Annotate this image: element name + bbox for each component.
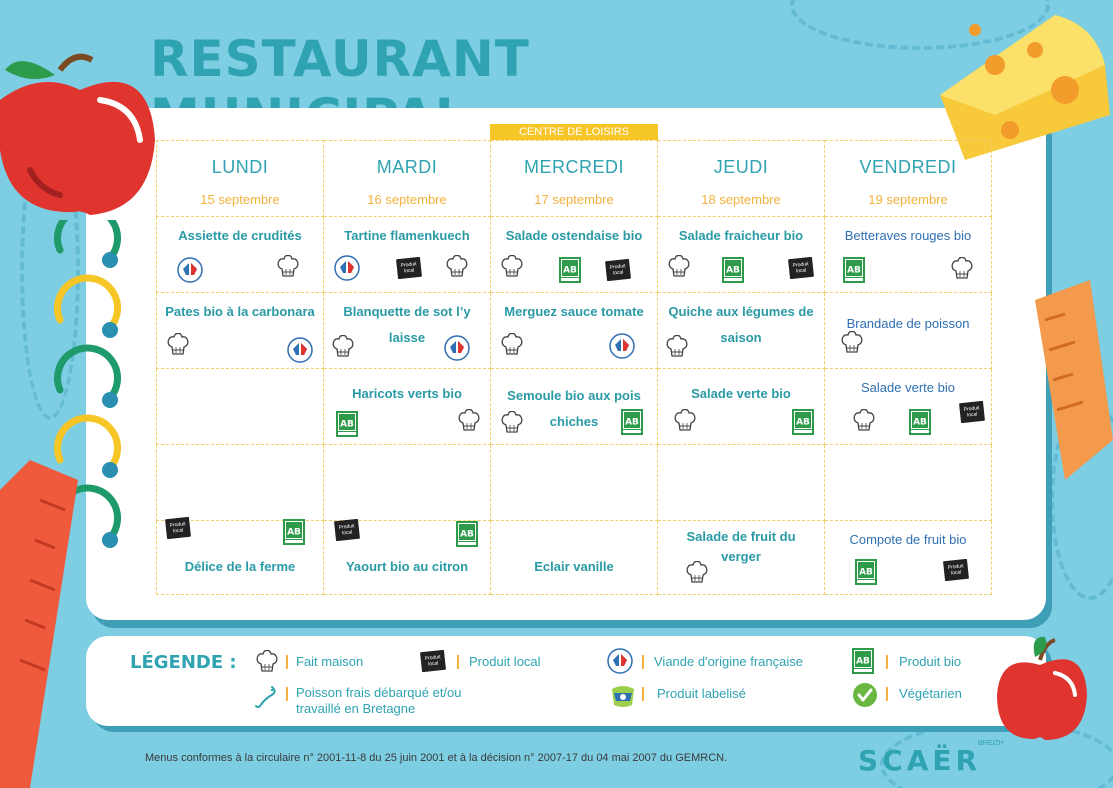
day-name: VENDREDI [859,157,957,177]
bio-ab-icon [855,559,881,585]
bio-ab-icon [843,257,869,283]
bio-ab-icon [336,411,362,437]
svg-text:AB: AB [856,656,870,667]
chef-hat-icon [256,650,278,674]
day-date: 17 septembre [534,192,614,207]
menu-cell [157,293,324,369]
menu-cell [825,369,992,445]
vegetarian-icon [852,682,878,708]
bio-ab-icon [621,409,647,435]
centre-de-loisirs-badge: CENTRE DE LOISIRS [490,124,658,140]
svg-text:AB: AB [625,417,639,428]
legend-separator [457,655,459,669]
day-header [324,141,491,217]
french-meat-icon [177,257,203,283]
menu-cell [658,293,825,369]
local-product-icon [605,259,631,281]
chef-hat-icon [446,255,468,279]
chef-hat-icon [674,409,696,433]
bio-ab-icon [456,521,482,547]
chef-hat-icon [458,409,480,433]
chef-hat-icon [951,257,973,281]
menu-cell [324,293,491,369]
legend-separator [286,655,288,669]
menu-cell [491,521,658,595]
ruler-icon [0,460,80,788]
chef-hat-icon [277,255,299,279]
chef-hat-icon [666,335,688,359]
menu-cell [658,369,825,445]
dish-name [157,369,323,375]
dish-name: Pates bio à la carbonara [165,304,315,319]
dish-name: Salade verte bio [691,386,791,401]
dish-name: Betteraves rouges bio [844,228,972,243]
svg-text:local: local [403,267,415,275]
brand-tagline: BREIZH [978,740,1004,747]
dish-name: Yaourt bio au citron [345,559,469,574]
menu-cell [157,217,324,293]
svg-text:local: local [966,411,978,419]
dish-name: Quiche aux légumes de saison [668,304,814,345]
svg-text:AB: AB [563,265,577,276]
menu-cell [658,217,825,293]
menu-cell [825,445,992,521]
svg-text:Produit: Produit [169,521,186,529]
day-header [491,141,658,217]
chef-hat-icon [686,561,708,585]
french-meat-icon [444,335,470,361]
apple-icon [995,635,1090,745]
dish-name: Semoule bio aux pois chiches [507,388,641,429]
legend-separator [642,687,644,701]
svg-text:AB: AB [847,265,861,276]
svg-text:AB: AB [287,527,301,538]
svg-text:local: local [612,269,624,277]
svg-text:Produit: Produit [609,263,626,271]
svg-text:local: local [795,267,807,275]
french-meat-icon [334,255,360,281]
day-date: 18 septembre [701,192,781,207]
menu-cell [825,521,992,595]
chef-hat-icon [853,409,875,433]
footer-note: Menus conformes à la circulaire n° 2001-11-8 du 25 juin 2001 et à la décision n° 2007-17 du 04 mai 2007 du GEMRCN. [145,752,728,764]
menu-cell [825,217,992,293]
menu-cell [324,369,491,445]
day-header [658,141,825,217]
dish-name: Tartine flamenkuech [344,228,470,243]
day-date: 19 septembre [868,192,948,207]
menu-cell [491,445,658,521]
dish-name: Blanquette de sot l’y laisse [343,304,471,345]
svg-text:AB: AB [859,567,873,578]
legend-produit-local: Produit local [469,654,541,669]
dish-name: Haricots verts bio [352,386,462,401]
menu-cell [324,217,491,293]
dish-name: Salade verte bio [861,380,955,395]
legend-separator [286,687,288,701]
menu-cell [491,369,658,445]
svg-text:local: local [427,660,439,668]
day-date: 15 septembre [200,192,280,207]
dish-name: Eclair vanille [534,559,614,574]
french-meat-icon [607,648,633,674]
page-title: RESTAURANT [150,30,530,88]
day-header [825,141,992,217]
chef-hat-icon [668,255,690,279]
menu-cell [491,293,658,369]
menu-cell [157,445,324,521]
legend-card [86,636,1046,726]
local-product-icon [165,517,191,539]
menu-cell [658,445,825,521]
legend-poisson: Poisson frais débarqué et/ou travaillé en Bretagne [296,685,462,716]
svg-text:AB: AB [796,417,810,428]
menu-cell [157,369,324,445]
svg-text:Produit: Produit [338,523,355,531]
legend-fait-maison: Fait maison [296,654,364,669]
svg-text:AB: AB [726,265,740,276]
bio-ab-icon [852,648,878,674]
svg-text:local: local [172,527,184,535]
label-product-icon [610,683,636,709]
table-row [157,141,992,217]
legend-produit-bio: Produit bio [899,654,962,669]
dish-name: Assiette de crudités [178,228,302,243]
dish-name: Salade de fruit du verger [686,529,796,564]
local-product-icon [788,257,814,279]
dish-name: Brandade de poisson [846,316,970,331]
svg-text:AB: AB [460,529,474,540]
day-name: JEUDI [713,157,769,177]
svg-text:local: local [950,569,962,577]
table-row [157,217,992,293]
day-name: MARDI [376,157,438,177]
legend-title: LÉGENDE : [130,652,237,673]
day-header [157,141,324,217]
legend-viande-francaise: Viande d'origine française [654,654,803,669]
svg-text:Produit: Produit [963,405,980,413]
local-product-icon [334,519,360,541]
chef-hat-icon [501,333,523,357]
french-meat-icon [287,337,313,363]
table-row [157,521,992,595]
day-name: LUNDI [211,157,269,177]
menu-cell [491,217,658,293]
french-meat-icon [609,333,635,359]
menu-cell [324,445,491,521]
menu-cell [324,521,491,595]
dish-name: Salade fraicheur bio [678,228,804,243]
svg-text:local: local [341,529,353,537]
legend-vegetarien: Végétarien [899,686,962,701]
bio-ab-icon [722,257,748,283]
ruler-icon [1035,280,1113,480]
chef-hat-icon [501,255,523,279]
local-product-icon [959,401,985,423]
day-date: 16 septembre [367,192,447,207]
svg-text:Produit: Produit [947,563,964,571]
svg-text:AB: AB [913,417,927,428]
chef-hat-icon [332,335,354,359]
chef-hat-icon [501,411,523,435]
dish-name: Salade ostendaise bio [505,228,643,243]
svg-text:Produit: Produit [424,654,441,662]
local-product-icon [396,257,422,279]
local-product-icon [943,559,969,581]
bio-ab-icon [909,409,935,435]
dish-name: Compote de fruit bio [849,532,967,547]
bio-ab-icon [792,409,818,435]
menu-cell [157,521,324,595]
dish-name: Merguez sauce tomate [504,304,644,319]
dish-name: Délice de la ferme [184,559,296,574]
bio-ab-icon [559,257,585,283]
day-name: MERCREDI [523,157,624,177]
brand-logo: SCAËR [858,744,982,777]
table-row [157,369,992,445]
chef-hat-icon [167,333,189,357]
chef-hat-icon [841,331,863,355]
svg-text:Produit: Produit [792,261,809,269]
svg-text:AB: AB [340,419,354,430]
menu-cell [825,293,992,369]
legend-separator [886,655,888,669]
menu-cell [658,521,825,595]
legend-separator [886,687,888,701]
fish-icon [252,684,278,710]
table-row [157,445,992,521]
svg-text:Produit: Produit [400,261,417,269]
legend-separator [642,655,644,669]
legend-produit-labelise: Produit labelisé [657,686,746,701]
bio-ab-icon [283,519,309,545]
table-row [157,293,992,369]
apple-icon [0,50,160,220]
menu-table [156,140,992,595]
local-product-icon [420,650,446,672]
